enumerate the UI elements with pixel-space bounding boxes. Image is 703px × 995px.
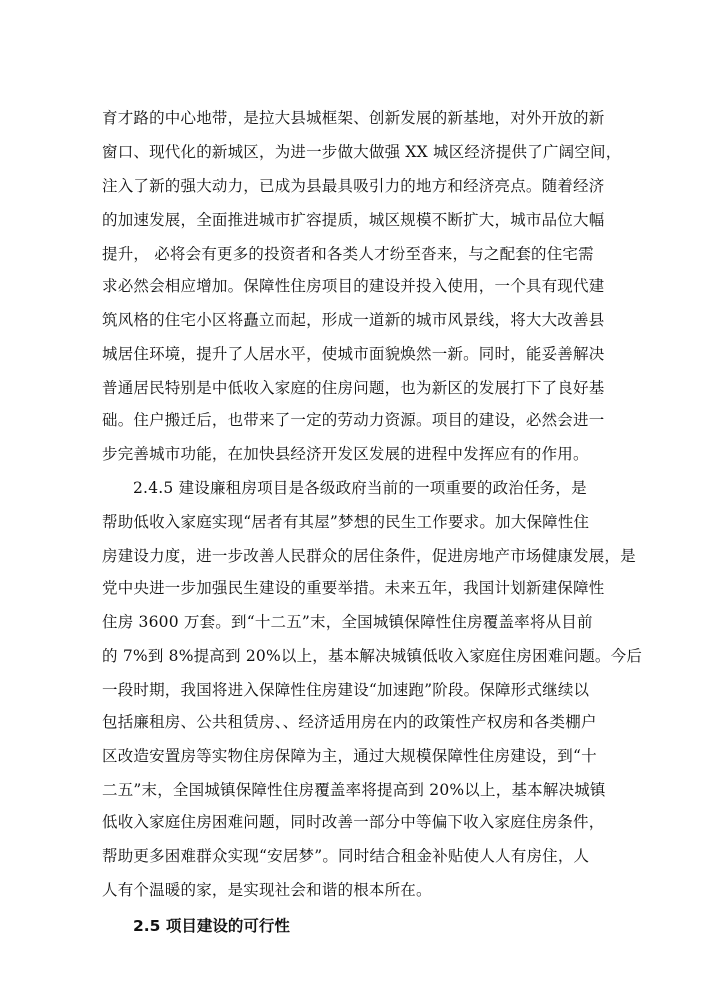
paragraph-1-line: 注入了新的强大动力，已成为县最具吸引力的地方和经济亮点。随着经济	[102, 177, 605, 195]
paragraph-1-line: 的加速发展，全面推进城市扩容提质，城区规模不断扩大，城市品位大幅	[102, 211, 605, 229]
paragraph-2-line: 区改造安置房等实物住房保障为主，通过大规模保障性住房建设，到“十	[102, 747, 597, 765]
paragraph-2-line: 一段时期，我国将进入保障性住房建设“加速跑”阶段。保障形式继续以	[102, 681, 590, 699]
paragraph-2-line: 党中央进一步加强民生建设的重要举措。未来五年，我国计划新建保障性	[102, 579, 605, 597]
paragraph-1-line: 筑风格的住宅小区将矗立而起，形成一道新的城市风景线，将大大改善县	[102, 311, 605, 329]
paragraph-1-line: 普通居民特别是中低收入家庭的住房问题，也为新区的发展打下了良好基	[102, 379, 605, 397]
paragraph-1-line: 础。住户搬迁后，也带来了一定的劳动力资源。项目的建设，必然会进一	[102, 411, 605, 429]
paragraph-1-line: 育才路的中心地带，是拉大县城框架、创新发展的新基地，对外开放的新	[102, 109, 605, 127]
paragraph-2-line: 人有个温暖的家，是实现社会和谐的根本所在。	[102, 881, 432, 899]
paragraph-2-line: 2.4.5 建设廉租房项目是各级政府当前的一项重要的政治任务，是	[133, 479, 587, 497]
paragraph-1-line: 求必然会相应增加。保障性住房项目的建设并投入使用，一个具有现代建	[102, 277, 605, 295]
paragraph-2-line: 包括廉租房、公共租赁房、、经济适用房在内的政策性产权房和各类棚户	[102, 713, 597, 731]
section-heading: 2.5 项目建设的可行性	[133, 917, 290, 935]
paragraph-1-line: 步完善城市功能，在加快县经济开发区发展的进程中发挥应有的作用。	[102, 445, 589, 463]
paragraph-2-line: 低收入家庭住房困难问题，同时改善一部分中等偏下收入家庭住房条件，	[102, 813, 605, 831]
paragraph-2-line: 住房 3600 万套。到“十二五”末，全国城镇保障性住房覆盖率将从目前	[102, 613, 593, 631]
paragraph-2-line: 房建设力度，进一步改善人民群众的居住条件，促进房地产市场健康发展，是	[102, 547, 636, 565]
paragraph-1-line: 城居住环境，提升了人居水平，使城市面貌焕然一新。同时，能妥善解决	[102, 345, 605, 363]
paragraph-2-line: 二五”末，全国城镇保障性住房覆盖率将提高到 20%以上，基本解决城镇	[102, 781, 606, 799]
paragraph-2-line: 帮助更多困难群众实现“安居梦”。同时结合租金补贴使人人有房住，人	[102, 847, 590, 865]
paragraph-1-line: 提升， 必将会有更多的投资者和各类人才纷至沓来，与之配套的住宅需	[102, 245, 594, 263]
paragraph-1-line: 窗口、现代化的新城区，为进一步做大做强 XX 城区经济提供了广阔空间，	[102, 143, 622, 161]
paragraph-2-line: 的 7%到 8%提高到 20%以上，基本解决城镇低收入家庭住房困难问题。今后	[102, 647, 643, 665]
paragraph-2-line: 帮助低收入家庭实现“居者有其屋”梦想的民生工作要求。加大保障性住	[102, 513, 590, 531]
